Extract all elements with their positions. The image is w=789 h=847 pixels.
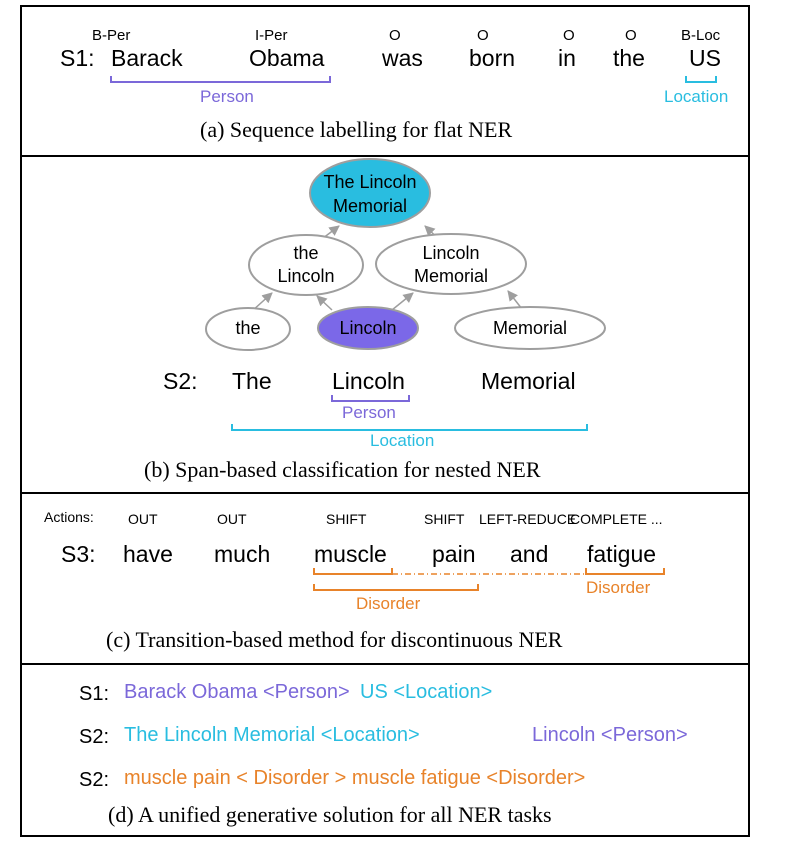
bracket-person-a (111, 76, 330, 82)
gen-line2-id: S2: (79, 726, 110, 748)
word-fatigue: fatigue (587, 541, 657, 567)
caption-d: (d) A unified generative solution for all NER tasks (108, 802, 552, 827)
word-pain: pain (432, 541, 476, 567)
action-6: COMPLETE ... (570, 511, 663, 527)
gen-line1-person: Barack Obama <Person> (124, 681, 350, 703)
node-text-leftmid-line2: Lincoln (277, 266, 335, 286)
sentence-id-s3: S3: (61, 541, 96, 567)
tag-was: O (389, 27, 401, 44)
label-person-a: Person (200, 87, 254, 106)
action-1: OUT (128, 511, 158, 527)
bracket-location-b (232, 424, 587, 430)
bracket-location-a (686, 76, 716, 82)
word-barack: Barack (111, 45, 183, 71)
tag-born: O (477, 27, 489, 44)
word-obama: Obama (249, 45, 325, 71)
word-was: was (382, 45, 423, 71)
word-the-b: The (232, 368, 272, 394)
label-disorder-right: Disorder (586, 578, 651, 597)
tag-the: O (625, 27, 637, 44)
node-text-memorial: Memorial (492, 318, 567, 338)
tag-in: O (563, 27, 575, 44)
bracket-person-b (332, 395, 409, 401)
bracket-muscle-pain (314, 584, 478, 590)
bracket-muscle (314, 568, 392, 574)
caption-a: (a) Sequence labelling for flat NER (200, 117, 513, 142)
gen-line1-id: S1: (79, 683, 110, 705)
word-in: in (558, 45, 576, 71)
action-3: SHIFT (326, 511, 367, 527)
sentence-id-s2: S2: (163, 368, 198, 394)
action-4: SHIFT (424, 511, 465, 527)
tag-obama: I-Per (255, 27, 288, 44)
node-text-leftmid-line1: the (293, 243, 319, 263)
word-have: have (123, 541, 173, 567)
label-location-a: Location (664, 87, 729, 106)
label-person-b: Person (342, 403, 396, 422)
gen-line2-location: The Lincoln Memorial <Location> (124, 724, 420, 746)
word-us: US (689, 45, 721, 71)
node-text-the: the (235, 318, 261, 338)
gen-line2-person: Lincoln <Person> (532, 724, 688, 746)
tag-us: B-Loc (681, 27, 721, 44)
gen-line3-id: S2: (79, 769, 110, 791)
node-text-rightmid-line2: Memorial (413, 266, 488, 286)
sentence-id-s1: S1: (60, 45, 95, 71)
word-muscle: muscle (314, 541, 387, 567)
arrow-lincoln-rightmid (392, 293, 413, 310)
word-lincoln-b: Lincoln (332, 368, 405, 394)
word-born: born (469, 45, 516, 71)
gen-line1-location: US <Location> (360, 681, 493, 703)
tag-barack: B-Per (92, 27, 131, 44)
node-text-rightmid-line1: Lincoln (422, 243, 480, 263)
node-text-lincoln: Lincoln (339, 318, 397, 338)
caption-c: (c) Transition-based method for discontinuous NER (106, 627, 563, 652)
word-memorial-b: Memorial (481, 368, 576, 394)
node-text-top-line1: The Lincoln (323, 172, 417, 192)
label-location-b: Location (370, 431, 435, 450)
gen-line3-disorder: muscle pain < Disorder > muscle fatigue <Disorder> (124, 767, 586, 789)
label-disorder-bottom: Disorder (356, 594, 421, 613)
node-text-top-line2: Memorial (332, 196, 407, 216)
word-the: the (613, 45, 645, 71)
actions-label: Actions: (44, 509, 94, 525)
action-2: OUT (217, 511, 247, 527)
bracket-fatigue (586, 568, 664, 574)
word-and: and (510, 541, 549, 567)
caption-b: (b) Span-based classification for nested NER (144, 457, 541, 482)
word-much: much (214, 541, 271, 567)
action-5: LEFT-REDUCE (479, 511, 577, 527)
arrow-lincoln-leftmid (317, 296, 332, 310)
